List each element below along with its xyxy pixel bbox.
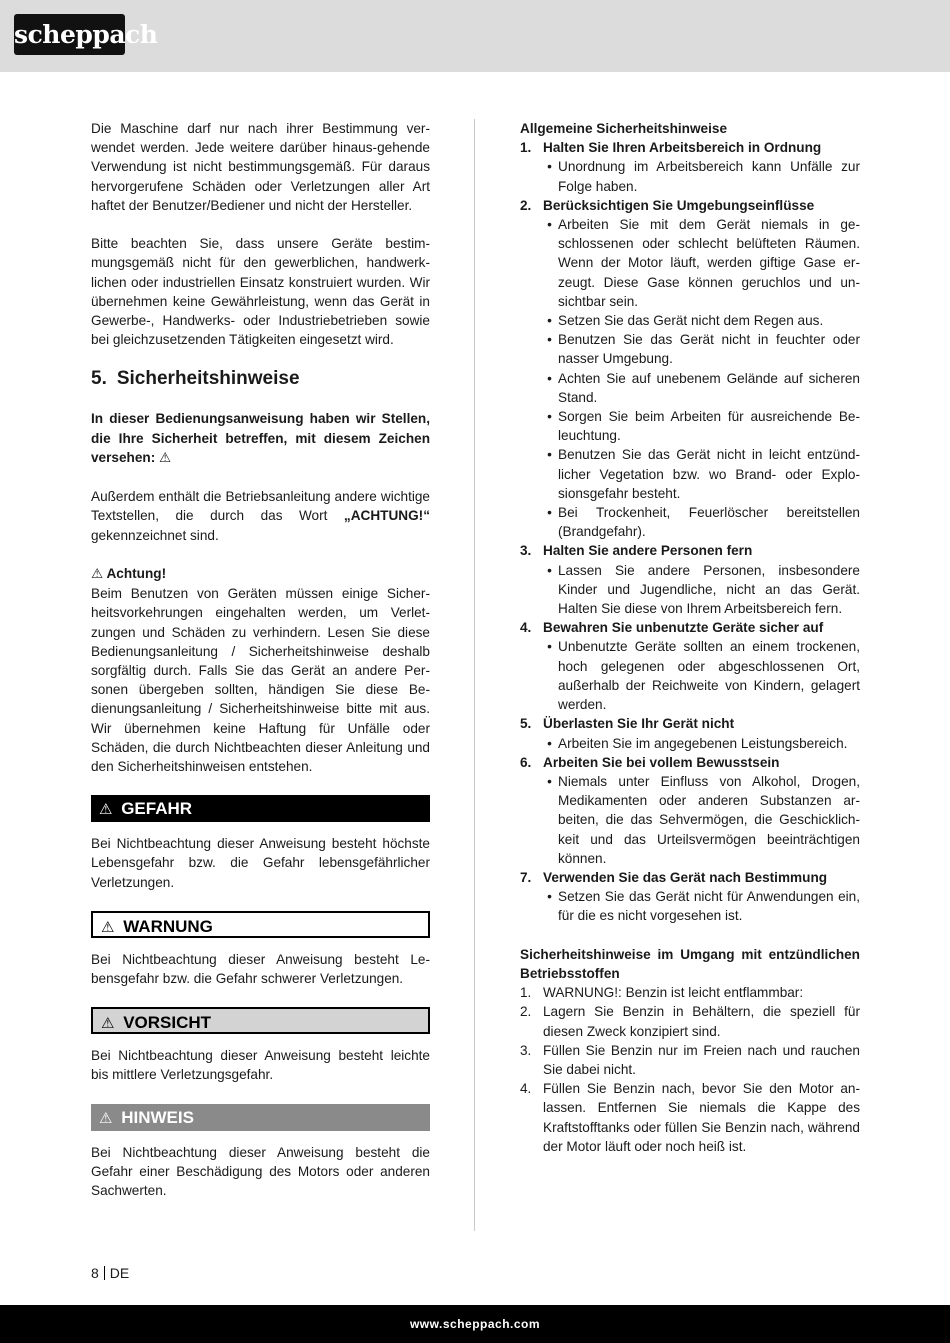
rule-bullet: • Benutzen Sie das Gerät nicht in leicht entzündlicher Vegetation bzw. wo Brand- oder Explosionsgefahr besteht. xyxy=(520,445,860,503)
bullet-dot-icon: • xyxy=(547,332,552,348)
danger-signal-box: ⚠ GEFAHR xyxy=(91,795,430,822)
left-column xyxy=(91,119,430,1200)
safety-symbol-intro: In dieser Bedienungsanweisung haben wir Stellen, die Ihre Sicherheit betreffen, mit diesem Zeichen versehen: ⚠ xyxy=(91,411,430,466)
fuel-list-item: 1. WARNUNG!: Benzin ist leicht entflammbar: xyxy=(520,985,804,1001)
intended-use-paragraph: Die Maschine darf nur nach ihrer Bestimmung verwendet werden. Jede weitere darüber hinaus-gehende Verwendung ist nicht bestimmungsgemäß. Für daraus hervorgerufene Schäden oder Verletzungen aller Art haftet der Benutzer/Bediener und nicht der Hersteller. xyxy=(91,121,430,213)
warning-triangle-icon: ⚠ xyxy=(159,449,172,466)
bullet-dot-icon: • xyxy=(547,505,552,521)
column-divider xyxy=(474,119,475,1231)
rule-bullet: • Arbeiten Sie mit dem Gerät niemals in geschlossenen oder schlecht belüfteten Räumen. Wenn der Motor läuft, werden giftige Gase erzeugt. Diese Gase können geruchlos und unsichtbar sein. xyxy=(520,215,860,311)
fuel-safety-heading: Sicherheitshinweise im Umgang mit entzündlichen Betriebsstoffen xyxy=(520,946,860,981)
attention-heading: ⚠ Achtung! xyxy=(91,566,167,583)
bullet-dot-icon: • xyxy=(547,409,552,425)
rule-bullet: • Setzen Sie das Gerät nicht dem Regen aus. xyxy=(520,311,860,330)
fuel-list-item: 2. Lagern Sie Benzin in Behältern, die speziell für diesen Zweck konzipiert sind. xyxy=(520,1004,860,1039)
notice-text: Bei Nichtbeachtung dieser Anweisung besteht die Gefahr einer Beschädigung des Motors oder anderen Sachwerten. xyxy=(91,1144,430,1199)
rule-heading: 2. Berücksichtigen Sie Umgebungseinflüsse xyxy=(520,197,815,213)
bullet-dot-icon: • xyxy=(547,773,552,789)
bullet-dot-icon: • xyxy=(547,889,552,905)
warning-signal-box: ⚠ WARNUNG xyxy=(91,911,430,938)
rule-bullet: • Achten Sie auf unebenem Gelände auf sicheren Stand. xyxy=(520,369,860,407)
bullet-dot-icon: • xyxy=(547,313,552,329)
general-safety-heading: Allgemeine Sicherheitshinweise xyxy=(520,121,727,136)
page-header xyxy=(0,0,950,72)
rule-bullet: • Benutzen Sie das Gerät nicht in feuchter oder nasser Umgebung. xyxy=(520,330,860,368)
right-column xyxy=(520,119,860,1156)
rule-heading: 1. Halten Sie Ihren Arbeitsbereich in Ordnung xyxy=(520,140,822,156)
scheppach-logo: scheppach xyxy=(14,14,125,55)
bullet-dot-icon: • xyxy=(547,447,552,463)
bullet-dot-icon: • xyxy=(547,562,552,578)
caution-text: Bei Nichtbeachtung dieser Anweisung besteht leichte bis mittlere Verletzungsgefahr. xyxy=(91,1048,430,1083)
fuel-list-item: 3. Füllen Sie Benzin nur im Freien nach und rauchen Sie dabei nicht. xyxy=(520,1042,860,1077)
achtung-note-paragraph: Außerdem enthält die Betriebsanleitung andere wichtige Textstellen, die durch das Wort „ACHTUNG!“ gekennzeichnet sind. xyxy=(91,489,430,543)
notice-signal-box: ⚠ HINWEIS xyxy=(91,1104,430,1131)
rule-bullet: • Unordnung im Arbeitsbereich kann Unfälle zur Folge haben. xyxy=(520,157,860,195)
rule-heading: 6. Arbeiten Sie bei vollem Bewusstsein xyxy=(520,754,780,770)
warning-triangle-icon: ⚠ xyxy=(99,800,113,819)
rule-bullet: • Lassen Sie andere Personen, insbesondere Kinder und Jugendliche, nicht an das Gerät. Halten Sie diese von Ihrem Arbeitsbereich fern. xyxy=(520,561,860,619)
bullet-dot-icon: • xyxy=(547,159,552,175)
rule-heading: 5. Überlasten Sie Ihr Gerät nicht xyxy=(520,716,735,732)
commercial-use-paragraph: Bitte beachten Sie, dass unsere Geräte bestimmungsgemäß nicht für den gewerblichen, handwerklichen oder industriellen Einsatz konstruiert wurden. Wir übernehmen keine Gewährleistung, wenn das Gerät in Gewerbe-, Handwerks- oder Industriebetrieben sowie bei gleichzusetzenden Tätigkeiten eingesetzt wird. xyxy=(91,236,430,348)
warning-triangle-icon: ⚠ xyxy=(101,1014,115,1033)
warning-triangle-icon: ⚠ xyxy=(99,1108,113,1127)
fuel-list-item: 4. Füllen Sie Benzin nach, bevor Sie den Motor anlassen. Entfernen Sie niemals die Kappe des Kraftstofftanks oder füllen Sie Benzin nach, während der Motor läuft oder noch heiß ist. xyxy=(520,1081,860,1154)
rule-bullet: • Bei Trockenheit, Feuerlöscher bereitstellen (Brandgefahr). xyxy=(520,503,860,541)
bullet-dot-icon: • xyxy=(547,217,552,233)
bullet-dot-icon: • xyxy=(547,735,552,751)
rule-heading: 4. Bewahren Sie unbenutzte Geräte sicher auf xyxy=(520,620,824,636)
warning-triangle-icon: ⚠ xyxy=(101,917,115,936)
page-footer xyxy=(0,1305,950,1343)
rule-bullet: • Setzen Sie das Gerät nicht für Anwendungen ein, für die es nicht vorgesehen ist. xyxy=(520,887,860,925)
rule-bullet: • Sorgen Sie beim Arbeiten für ausreichende Beleuchtung. xyxy=(520,407,860,445)
rule-bullet: • Arbeiten Sie im angegebenen Leistungsbereich. xyxy=(520,734,860,753)
rule-bullet: • Niemals unter Einfluss von Alkohol, Drogen, Medikamenten oder anderen Substanzen arbeiten, die das Sehvermögen, die Geschicklichkeit und das Urteilsvermögen beeinträchtigen können. xyxy=(520,772,860,868)
rule-heading: 7. Verwenden Sie das Gerät nach Bestimmung xyxy=(520,869,828,885)
warning-text: Bei Nichtbeachtung dieser Anweisung besteht Lebensgefahr bzw. die Gefahr schwerer Verletzungen. xyxy=(91,951,430,987)
danger-text: Bei Nichtbeachtung dieser Anweisung besteht höchste Lebensgefahr bzw. die Gefahr lebensgefährlicher Verletzungen. xyxy=(91,836,430,890)
attention-paragraph: Beim Benutzen von Geräten müssen einige Sicherheitsvorkehrungen eingehalten werden, um Verletzungen und Schäden zu verhindern. Lesen Sie diese Bedienungsanleitung / Sicherheitshinweise deshalb sorgfältig durch. Falls Sie das Gerät an andere Personen übergeben sollten, händigen Sie diese Bedienungsanleitung / Sicherheitshinweise bitte mit aus. Wir übernehmen keine Haftung für Unfälle oder Schäden, die durch Nichtbeachten dieser Anleitung und den Sicherheitshinweisen entstehen. xyxy=(91,586,430,775)
section-title: 5. Sicherheitshinweise xyxy=(91,368,300,390)
bullet-dot-icon: • xyxy=(547,370,552,386)
safety-rules-list xyxy=(520,138,860,925)
rule-heading: 3. Halten Sie andere Personen fern xyxy=(520,543,753,559)
caution-signal-box: ⚠ VORSICHT xyxy=(91,1007,430,1034)
rule-bullet: • Unbenutzte Geräte sollten an einem trockenen, hoch gelegenen oder abgeschlossenen Ort, außerhalb der Reichweite von Kindern, gelagert werden. xyxy=(520,637,860,714)
bullet-dot-icon: • xyxy=(547,639,552,655)
page-number: 8 DE xyxy=(91,1265,130,1281)
warning-triangle-icon: ⚠ xyxy=(91,566,104,583)
website-link[interactable]: www.scheppach.com xyxy=(409,1317,541,1331)
fuel-safety-list xyxy=(520,983,860,1156)
